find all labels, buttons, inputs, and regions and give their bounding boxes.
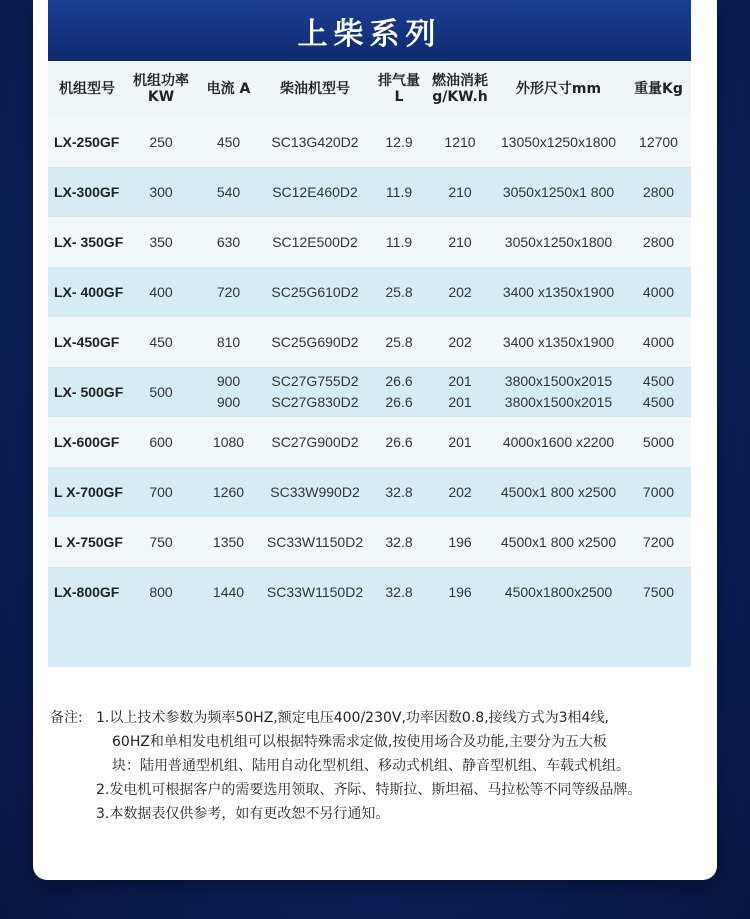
table-row [48,167,691,217]
cell-fuel [429,167,491,217]
note-3: 3.本数据表仅供参考，如有更改恕不另行通知。 [96,806,390,822]
cell-fuel-value: 202 [448,333,472,350]
cell-fuel-value: 201 [448,433,472,450]
cell-model: LX-250GF [48,117,126,167]
cell-model: LX-800GF [48,567,126,617]
cell-dimensions-value: 13050x1250x1800 [500,133,617,150]
cell-dimensions-value: 3050x1250x1800 [504,233,613,250]
notes-section [50,706,700,826]
cell-displacement-value: 26.6 [385,394,413,410]
cell-current-value: 900 [216,394,241,410]
cell-weight-value: 2800 [642,183,675,200]
cell-current [196,367,261,417]
cell-fuel-value: 210 [448,183,472,200]
cell-fuel-value: 202 [448,483,472,500]
cell-power: 250 [126,117,196,167]
note-2: 2.发电机可根据客户的需要选用领取、齐际、特斯拉、斯坦福、马拉松等不同等级品牌。 [96,782,642,798]
cell-fuel [429,517,491,567]
cell-fuel-value: 210 [448,233,472,250]
cell-weight-value: 4000 [642,283,675,300]
cell-current-value: 810 [216,333,241,350]
cell-fuel [429,417,491,467]
cell-model: L X-700GF [48,467,126,517]
cell-weight [626,417,691,467]
cell-engine [261,217,369,267]
cell-displacement [369,467,429,517]
table-row [48,567,691,617]
cell-current-value: 450 [216,133,241,150]
cell-model: LX- 400GF [48,267,126,317]
cell-fuel [429,217,491,267]
cell-weight [626,317,691,367]
empty-row [48,617,691,667]
cell-engine-value: SC33W1150D2 [266,533,364,550]
cell-engine-value: SC13G420D2 [271,133,359,150]
cell-dimensions [491,467,626,517]
cell-displacement-value: 26.6 [385,433,413,450]
note-1: 1.以上技术参数为频率50HZ,额定电压400/230V,功率因数0.8,接线方式为3相4线, [96,710,609,726]
cell-power: 500 [126,367,196,417]
cell-weight-value: 7500 [642,583,675,600]
header-weight: 重量Kg [626,61,691,117]
cell-dimensions [491,417,626,467]
cell-weight [626,217,691,267]
cell-displacement [369,417,429,467]
cell-model: LX- 350GF [48,217,126,267]
cell-fuel [429,367,491,417]
notes-label: 备注: [50,710,83,726]
cell-engine [261,467,369,517]
cell-engine [261,367,369,417]
cell-current-value: 1260 [212,483,245,500]
cell-weight-value: 5000 [642,433,675,450]
cell-engine-value: SC12E460D2 [272,183,358,200]
cell-dimensions-value: 4500x1 800 x2500 [500,533,617,550]
cell-dimensions-value: 3800x1500x2015 [504,373,613,389]
cell-weight [626,467,691,517]
cell-power: 450 [126,317,196,367]
cell-displacement [369,267,429,317]
cell-fuel-value: 196 [448,533,472,550]
cell-fuel-value: 201 [448,394,472,410]
cell-weight-value: 4500 [642,373,675,389]
cell-weight [626,267,691,317]
cell-displacement [369,167,429,217]
cell-displacement [369,567,429,617]
cell-displacement-value: 32.8 [385,583,413,600]
cell-power: 350 [126,217,196,267]
cell-displacement-value: 32.8 [385,533,413,550]
cell-weight-value: 12700 [639,133,678,150]
cell-engine [261,317,369,367]
cell-current [196,517,261,567]
cell-dimensions [491,167,626,217]
cell-engine-value: SC33W1150D2 [266,583,364,600]
header-engine: 柴油机型号 [261,61,369,117]
cell-weight [626,567,691,617]
cell-displacement-value: 32.8 [385,483,413,500]
cell-power: 800 [126,567,196,617]
cell-dimensions-value: 4500x1800x2500 [504,583,613,600]
series-title: 上柴系列 [297,16,442,52]
cell-fuel [429,267,491,317]
cell-dimensions [491,217,626,267]
cell-weight-value: 4500 [642,394,675,410]
table-row [48,317,691,367]
cell-current [196,467,261,517]
table-row [48,217,691,267]
cell-displacement [369,217,429,267]
cell-engine-value: SC25G610D2 [271,283,359,300]
table-row [48,267,691,317]
cell-dimensions [491,517,626,567]
table-row [48,367,691,417]
cell-displacement-value: 11.9 [385,183,413,200]
cell-power: 600 [126,417,196,467]
cell-fuel-value: 196 [448,583,472,600]
cell-power: 700 [126,467,196,517]
cell-weight [626,117,691,167]
cell-model: LX-450GF [48,317,126,367]
cell-dimensions-value: 3800x1500x2015 [504,394,613,410]
cell-fuel-value: 1210 [444,133,476,150]
cell-dimensions-value: 4000x1600 x2200 [502,433,615,450]
cell-dimensions-value: 3400 x1350x1900 [502,333,615,350]
cell-current-value: 630 [216,233,241,250]
cell-current [196,567,261,617]
cell-model: LX- 500GF [48,367,126,417]
cell-engine-value: SC12E500D2 [272,233,358,250]
cell-dimensions-value: 3400 x1350x1900 [502,283,615,300]
cell-fuel [429,467,491,517]
cell-weight-value: 7000 [642,483,675,500]
cell-model: LX-600GF [48,417,126,467]
cell-weight [626,517,691,567]
cell-current-value: 1350 [212,533,245,550]
cell-current-value: 720 [216,283,241,300]
cell-current [196,217,261,267]
cell-fuel [429,567,491,617]
cell-current-value: 540 [216,183,241,200]
header-model: 机组型号 [48,61,126,117]
cell-engine-value: SC27G830D2 [271,394,359,410]
spec-table [48,61,691,667]
table-row [48,517,691,567]
cell-dimensions [491,317,626,367]
cell-engine [261,417,369,467]
cell-dimensions-value: 3050x1250x1 800 [502,183,615,200]
cell-engine [261,267,369,317]
cell-current [196,167,261,217]
cell-displacement [369,117,429,167]
cell-current [196,267,261,317]
title-banner [48,0,691,61]
cell-current-value: 900 [216,373,241,389]
cell-dimensions [491,117,626,167]
cell-engine [261,167,369,217]
cell-current [196,117,261,167]
cell-displacement [369,517,429,567]
cell-power: 300 [126,167,196,217]
cell-weight [626,167,691,217]
cell-current-value: 1440 [212,583,245,600]
cell-engine-value: SC33W990D2 [270,483,360,500]
cell-engine [261,117,369,167]
cell-fuel-value: 202 [448,283,472,300]
cell-engine [261,567,369,617]
cell-dimensions [491,567,626,617]
cell-engine-value: SC27G900D2 [271,433,359,450]
cell-model: LX-300GF [48,167,126,217]
cell-weight-value: 7200 [642,533,675,550]
cell-displacement-value: 25.8 [385,333,413,350]
cell-displacement-value: 26.6 [385,373,413,389]
cell-engine-value: SC27G755D2 [271,373,359,389]
cell-power: 400 [126,267,196,317]
header-current: 电流 A [196,61,261,117]
cell-displacement [369,367,429,417]
cell-dimensions [491,267,626,317]
cell-fuel-value: 201 [448,373,472,389]
cell-current [196,417,261,467]
cell-weight [626,367,691,417]
cell-weight-value: 4000 [642,333,675,350]
header-fuel: 燃油消耗 g/KW.h [429,61,491,117]
cell-fuel [429,117,491,167]
table-row [48,467,691,517]
cell-engine [261,517,369,567]
table-row [48,417,691,467]
note-1-cont-a: 60HZ和单相发电机组可以根据特殊需求定做,按使用场合及功能,主要分为五大板 [112,734,607,750]
cell-fuel [429,317,491,367]
empty-cell [48,617,691,667]
cell-displacement-value: 11.9 [385,233,413,250]
note-1-cont-b: 块：陆用普通型机组、陆用自动化型机组、移动式机组、静音型机组、车载式机组。 [112,758,630,774]
header-power: 机组功率 KW [126,61,196,117]
cell-dimensions [491,367,626,417]
cell-dimensions-value: 4500x1 800 x2500 [500,483,617,500]
table-header-row [48,61,691,117]
header-dimensions: 外形尺寸mm [491,61,626,117]
table-row [48,117,691,167]
cell-displacement [369,317,429,367]
cell-displacement-value: 12.9 [385,133,413,150]
cell-current-value: 1080 [212,433,245,450]
cell-power: 750 [126,517,196,567]
cell-displacement-value: 25.8 [385,283,413,300]
header-displacement: 排气量 L [369,61,429,117]
cell-model: L X-750GF [48,517,126,567]
cell-engine-value: SC25G690D2 [271,333,359,350]
cell-weight-value: 2800 [642,233,675,250]
cell-current [196,317,261,367]
